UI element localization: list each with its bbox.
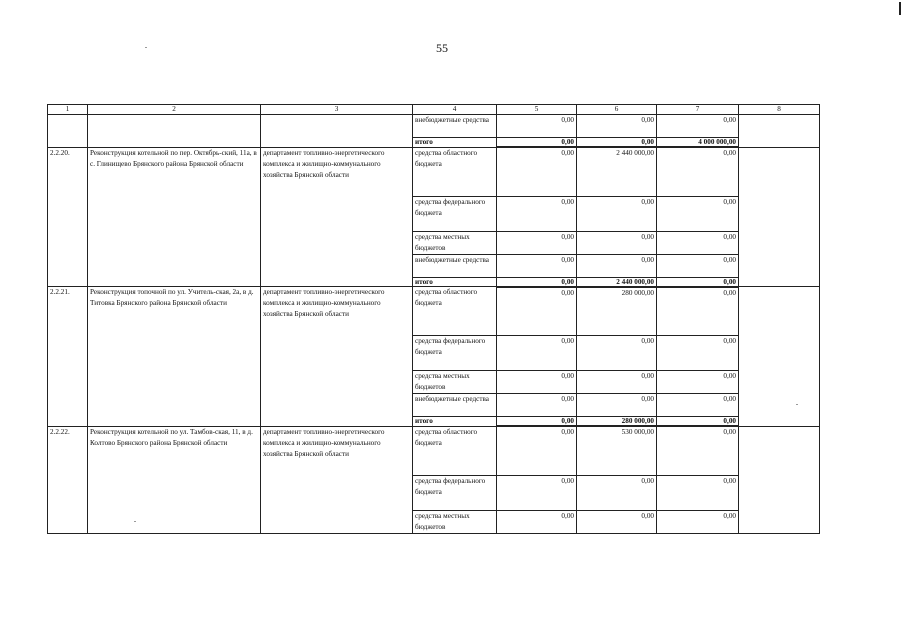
- column-header: 3: [261, 105, 413, 115]
- value-col7: 0,00: [657, 475, 739, 510]
- value-col7: 0,00: [657, 417, 739, 427]
- value-col7: 0,00: [657, 231, 739, 254]
- value-col5: 0,00: [497, 254, 577, 277]
- value-col5: 0,00: [497, 147, 577, 196]
- value-col5: 0,00: [497, 277, 577, 287]
- value-col5: 0,00: [497, 196, 577, 231]
- funding-source: средства местных бюджетов: [413, 231, 497, 254]
- value-col6: 0,00: [577, 336, 657, 371]
- value-col6: 0,00: [577, 394, 657, 417]
- executor-cell: департамент топливно-энергетического комплекса и жилищно-коммунального хозяйства Брянской области: [261, 287, 413, 427]
- executor-cell: департамент топливно-энергетического комплекса и жилищно-коммунального хозяйства Брянской области: [261, 147, 413, 287]
- value-col6: 2 440 000,00: [577, 277, 657, 287]
- value-col5: 0,00: [497, 394, 577, 417]
- project-name-cell: Реконструкция топочной по ул. Учитель-ская, 2а, в д. Титовка Брянского района Брянской области: [88, 287, 261, 427]
- value-col6: 0,00: [577, 510, 657, 533]
- value-col8: [739, 147, 820, 287]
- executor-cell: департамент топливно-энергетического комплекса и жилищно-коммунального хозяйства Брянской области: [261, 426, 413, 533]
- funding-source: средства областного бюджета: [413, 147, 497, 196]
- value-col6: 280 000,00: [577, 287, 657, 336]
- value-col7: 0,00: [657, 336, 739, 371]
- value-col7: 0,00: [657, 510, 739, 533]
- value-col5: 0,00: [497, 371, 577, 394]
- column-header: 1: [48, 105, 88, 115]
- funding-source: средства областного бюджета: [413, 287, 497, 336]
- value-col5: 0,00: [497, 510, 577, 533]
- value-col7: 4 000 000,00: [657, 138, 739, 148]
- value-col7: 0,00: [657, 371, 739, 394]
- funding-source: средства местных бюджетов: [413, 371, 497, 394]
- value-col6: 0,00: [577, 475, 657, 510]
- value-col8: [739, 115, 820, 148]
- header-row: [48, 105, 820, 115]
- scan-edge-mark: [899, 2, 901, 15]
- value-col7: 0,00: [657, 254, 739, 277]
- value-col5: 0,00: [497, 475, 577, 510]
- value-col6: 0,00: [577, 138, 657, 148]
- project-name-cell: Реконструкция котельной по ул. Тамбов-ская, 11, в д. Колтово Брянского района Брянской области: [88, 426, 261, 533]
- code-cell: 2.2.21.: [48, 287, 88, 427]
- value-col5: 0,00: [497, 426, 577, 475]
- value-col7: 0,00: [657, 196, 739, 231]
- funding-source: средства местных бюджетов: [413, 510, 497, 533]
- value-col6: 280 000,00: [577, 417, 657, 427]
- page-number: 55: [436, 41, 448, 55]
- value-col7: 0,00: [657, 115, 739, 138]
- budget-table: [47, 104, 820, 534]
- column-header: 5: [497, 105, 577, 115]
- column-header: 8: [739, 105, 820, 115]
- column-header: 7: [657, 105, 739, 115]
- column-header: 2: [88, 105, 261, 115]
- scan-speck: [145, 47, 147, 48]
- value-col6: 0,00: [577, 196, 657, 231]
- code-cell: 2.2.20.: [48, 147, 88, 287]
- value-col5: 0,00: [497, 115, 577, 138]
- code-cell: [48, 115, 88, 148]
- value-col7: 0,00: [657, 147, 739, 196]
- executor-cell: [261, 115, 413, 148]
- funding-source: итого: [413, 417, 497, 427]
- value-col5: 0,00: [497, 287, 577, 336]
- funding-source: внебюджетные средства: [413, 254, 497, 277]
- value-col8: [739, 426, 820, 533]
- project-name-cell: Реконструкция котельной по пер. Октябрь-ский, 11а, в с. Глинищево Брянского района Брянской области: [88, 147, 261, 287]
- table-row: [48, 287, 820, 336]
- value-col6: 0,00: [577, 371, 657, 394]
- funding-source: средства областного бюджета: [413, 426, 497, 475]
- funding-source: внебюджетные средства: [413, 115, 497, 138]
- column-header: 4: [413, 105, 497, 115]
- funding-source: средства федерального бюджета: [413, 196, 497, 231]
- table-row: [48, 115, 820, 138]
- funding-source: средства федерального бюджета: [413, 336, 497, 371]
- value-col7: 0,00: [657, 426, 739, 475]
- funding-source: средства федерального бюджета: [413, 475, 497, 510]
- funding-source: внебюджетные средства: [413, 394, 497, 417]
- column-header: 6: [577, 105, 657, 115]
- value-col5: 0,00: [497, 138, 577, 148]
- value-col7: 0,00: [657, 287, 739, 336]
- value-col7: 0,00: [657, 394, 739, 417]
- value-col8: [739, 287, 820, 427]
- value-col6: 0,00: [577, 115, 657, 138]
- value-col6: 0,00: [577, 254, 657, 277]
- table-row: [48, 426, 820, 475]
- code-cell: 2.2.22.: [48, 426, 88, 533]
- value-col6: 0,00: [577, 231, 657, 254]
- value-col5: 0,00: [497, 336, 577, 371]
- value-col6: 530 000,00: [577, 426, 657, 475]
- value-col7: 0,00: [657, 277, 739, 287]
- value-col5: 0,00: [497, 231, 577, 254]
- funding-source: итого: [413, 138, 497, 148]
- value-col5: 0,00: [497, 417, 577, 427]
- table-row: [48, 147, 820, 196]
- value-col6: 2 440 000,00: [577, 147, 657, 196]
- project-name-cell: [88, 115, 261, 148]
- funding-source: итого: [413, 277, 497, 287]
